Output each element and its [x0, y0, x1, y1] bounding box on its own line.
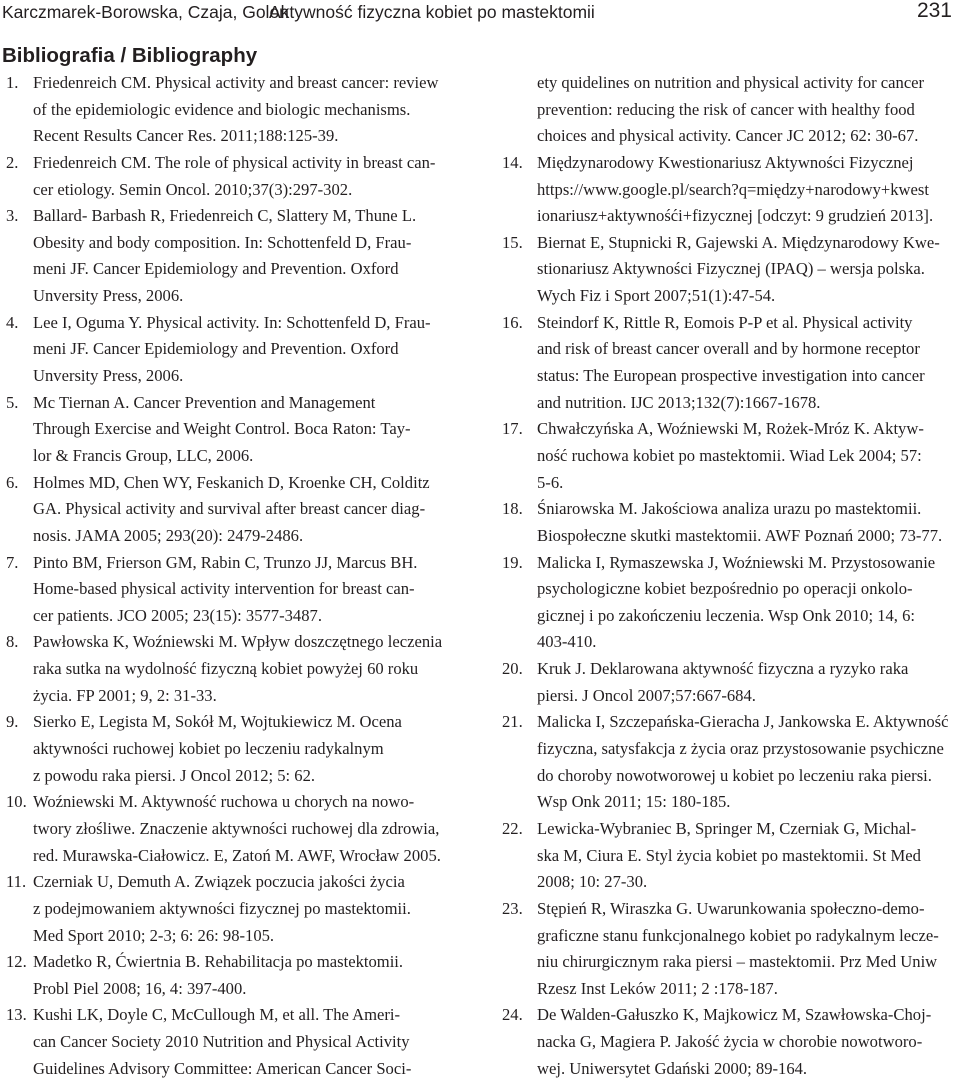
- reference-line: [6, 869, 454, 896]
- reference-line: [6, 443, 454, 470]
- reference-line: [6, 843, 454, 870]
- reference-text: życia. FP 2001; 9, 2: 31-33.: [33, 685, 217, 705]
- reference-text: Probl Piel 2008; 16, 4: 397-400.: [33, 978, 247, 998]
- reference-line: [502, 763, 956, 790]
- reference-text: 5-6.: [537, 472, 564, 492]
- reference-text: of the epidemiologic evidence and biologic mechanisms.: [33, 99, 411, 119]
- reference-number: 22.: [502, 818, 523, 838]
- reference-text: Chwałczyńska A, Woźniewski M, Rożek-Mróz K. Aktyw-: [537, 419, 924, 439]
- reference-text: gicznej i po zakończeniu leczenia. Wsp Onk 2010; 14, 6:: [537, 605, 916, 625]
- reference-line: [6, 763, 454, 790]
- reference-text: fizyczna, satysfakcja z życia oraz przystosowanie psychiczne: [537, 739, 944, 759]
- reference-line: [6, 336, 454, 363]
- reference-line: [502, 390, 956, 417]
- reference-line: [6, 283, 454, 310]
- reference-entry: [6, 470, 454, 550]
- reference-number: 6.: [6, 472, 19, 492]
- reference-line: [502, 576, 956, 603]
- reference-line: [502, 869, 956, 896]
- reference-line: [502, 230, 956, 257]
- reference-line: [6, 496, 454, 523]
- reference-number: 23.: [502, 898, 523, 918]
- reference-line: [6, 416, 454, 443]
- reference-line: [6, 550, 454, 577]
- reference-text: z powodu raka piersi. J Oncol 2012; 5: 62.: [33, 765, 316, 785]
- reference-entry: [6, 203, 454, 310]
- reference-text: psychologiczne kobiet bezpośrednio po operacji onkolo-: [537, 579, 913, 599]
- references-left-column: [6, 70, 454, 1082]
- reference-text: Unversity Press, 2006.: [33, 286, 184, 306]
- reference-line: [502, 1002, 956, 1029]
- reference-entry: [502, 816, 956, 896]
- reference-text: ety quidelines on nutrition and physical activity for cancer: [537, 73, 925, 92]
- reference-line: [6, 603, 454, 630]
- reference-line: [6, 523, 454, 550]
- reference-line: [6, 683, 454, 710]
- reference-number: 9.: [6, 712, 19, 732]
- reference-text: status: The European prospective investigation into cancer: [537, 366, 925, 386]
- reference-text: Recent Results Cancer Res. 2011;188:125-39.: [33, 126, 339, 146]
- reference-number: 3.: [6, 206, 19, 226]
- reference-text: niu chirurgicznym raka piersi – mastektomii. Prz Med Uniw: [537, 952, 938, 972]
- reference-text: Friedenreich CM. The role of physical activity in breast can-: [33, 152, 436, 172]
- reference-text: and nutrition. IJC 2013;132(7):1667-1678.: [537, 392, 821, 412]
- reference-line: [6, 203, 454, 230]
- reference-line: [502, 683, 956, 710]
- reference-line: [502, 949, 956, 976]
- reference-text: meni JF. Cancer Epidemiology and Prevention. Oxford: [33, 339, 399, 359]
- reference-text: can Cancer Society 2010 Nutrition and Physical Activity: [33, 1032, 410, 1052]
- reference-line: [502, 603, 956, 630]
- reference-text: prevention: reducing the risk of cancer with healthy food: [537, 99, 915, 119]
- reference-text: Biospołeczne skutki mastektomii. AWF Poznań 2000; 73-77.: [537, 525, 943, 545]
- reference-line: [502, 789, 956, 816]
- reference-text: Malicka I, Rymaszewska J, Woźniewski M. Przystosowanie: [537, 552, 936, 572]
- reference-entry: [502, 496, 956, 549]
- reference-text: Pawłowska K, Woźniewski M. Wpływ doszczętnego leczenia: [33, 632, 443, 652]
- reference-text: Śniarowska M. Jakościowa analiza urazu po mastektomii.: [537, 499, 922, 519]
- reference-text: https://www.google.pl/search?q=między+narodowy+kwest: [537, 179, 929, 199]
- reference-line: [6, 949, 454, 976]
- reference-line: [6, 1029, 454, 1056]
- reference-line: [502, 363, 956, 390]
- references-right-column: [502, 70, 956, 1082]
- reference-line: [502, 336, 956, 363]
- reference-text: lor & Francis Group, LLC, 2006.: [33, 445, 254, 465]
- reference-text: aktywności ruchowej kobiet po leczeniu radykalnym: [33, 739, 384, 759]
- reference-line: [6, 709, 454, 736]
- reference-text: choices and physical activity. Cancer JC 2012; 62: 30-67.: [537, 126, 919, 146]
- reference-text: piersi. J Oncol 2007;57:667-684.: [537, 685, 756, 705]
- reference-text: Międzynarodowy Kwestionariusz Aktywności Fizycznej: [537, 152, 914, 172]
- reference-text: nacka G, Magiera P. Jakość życia w chorobie nowotworo-: [537, 1032, 923, 1052]
- reference-line: [6, 150, 454, 177]
- reference-entry: [6, 869, 454, 949]
- reference-line: [6, 70, 454, 97]
- reference-text: Stępień R, Wiraszka G. Uwarunkowania społeczno-demo-: [537, 898, 925, 918]
- reference-text: Mc Tiernan A. Cancer Prevention and Management: [33, 392, 376, 412]
- reference-text: Obesity and body composition. In: Schottenfeld D, Frau-: [33, 232, 412, 252]
- reference-line: [502, 896, 956, 923]
- reference-text: stionariusz Aktywności Fizycznej (IPAQ) – wersja polska.: [537, 259, 925, 279]
- reference-line: [502, 550, 956, 577]
- reference-text: and risk of breast cancer overall and by hormone receptor: [537, 339, 920, 359]
- reference-text: Unversity Press, 2006.: [33, 366, 184, 386]
- reference-number: 4.: [6, 312, 19, 332]
- reference-number: 1.: [6, 73, 19, 92]
- reference-line: [6, 629, 454, 656]
- reference-entry: [6, 390, 454, 470]
- reference-text: Woźniewski M. Aktywność ruchowa u chorych na nowo-: [33, 792, 415, 812]
- reference-text: Malicka I, Szczepańska-Gieracha J, Jankowska E. Aktywność: [537, 712, 949, 732]
- reference-text: raka sutka na wydolność fizyczną kobiet powyżej 60 roku: [33, 659, 419, 679]
- reference-line: [502, 816, 956, 843]
- page-number: 231: [916, 0, 952, 22]
- reference-line: [502, 843, 956, 870]
- reference-entry: [502, 150, 956, 230]
- reference-line: [502, 70, 956, 97]
- reference-number: 24.: [502, 1005, 523, 1025]
- reference-number: 5.: [6, 392, 19, 412]
- reference-line: [502, 310, 956, 337]
- reference-line: [6, 97, 454, 124]
- reference-text: Kruk J. Deklarowana aktywność fizyczna a ryzyko raka: [537, 659, 909, 679]
- reference-number: 11.: [6, 872, 27, 892]
- reference-text: nosis. JAMA 2005; 293(20): 2479-2486.: [33, 525, 304, 545]
- reference-entry: [6, 709, 454, 789]
- reference-line: [6, 310, 454, 337]
- reference-entry: [6, 629, 454, 709]
- reference-text: Rzesz Inst Leków 2011; 2 :178-187.: [537, 978, 778, 998]
- reference-entry: [502, 656, 956, 709]
- reference-entry: [502, 896, 956, 1003]
- reference-line: [502, 629, 956, 656]
- reference-text: Ballard- Barbash R, Friedenreich C, Slattery M, Thune L.: [33, 206, 417, 226]
- reference-line: [502, 283, 956, 310]
- reference-text: Through Exercise and Weight Control. Boca Raton: Tay-: [33, 419, 411, 439]
- reference-entry: [6, 310, 454, 390]
- reference-line: [502, 976, 956, 1003]
- reference-text: De Walden-Gałuszko K, Majkowicz M, Szawłowska-Choj-: [537, 1005, 932, 1025]
- reference-entry: [502, 1002, 956, 1082]
- reference-entry: [6, 150, 454, 203]
- reference-number: 12.: [6, 952, 27, 972]
- reference-number: 17.: [502, 419, 523, 439]
- reference-text: Lee I, Oguma Y. Physical activity. In: Schottenfeld D, Frau-: [33, 312, 431, 332]
- header-article-title: Aktywność fizyczna kobiet po mastektomii: [269, 2, 595, 22]
- reference-number: 14.: [502, 152, 523, 172]
- reference-line: [502, 177, 956, 204]
- reference-line: [502, 709, 956, 736]
- reference-text: ska M, Ciura E. Styl życia kobiet po mastektomii. St Med: [537, 845, 921, 865]
- reference-text: 2008; 10: 27-30.: [537, 872, 648, 892]
- reference-text: Holmes MD, Chen WY, Feskanich D, Kroenke CH, Colditz: [33, 472, 430, 492]
- bibliography-heading: Bibliografia / Bibliography: [2, 44, 258, 67]
- reference-entry: [6, 70, 454, 150]
- reference-line: [6, 923, 454, 950]
- reference-text: Czerniak U, Demuth A. Związek poczucia jakości życia: [33, 872, 405, 892]
- reference-text: wej. Uniwersytet Gdański 2000; 89-164.: [537, 1058, 808, 1078]
- reference-number: 16.: [502, 312, 523, 332]
- reference-number: 20.: [502, 659, 523, 679]
- reference-line: [502, 496, 956, 523]
- reference-line: [502, 443, 956, 470]
- reference-line: [6, 230, 454, 257]
- reference-line: [502, 923, 956, 950]
- reference-entry: [502, 310, 956, 417]
- reference-line: [502, 1056, 956, 1082]
- reference-line: [6, 123, 454, 150]
- reference-text: meni JF. Cancer Epidemiology and Prevention. Oxford: [33, 259, 399, 279]
- reference-text: GA. Physical activity and survival after breast cancer diag-: [33, 499, 426, 519]
- reference-entry: [502, 550, 956, 657]
- reference-line: [6, 390, 454, 417]
- reference-number: 15.: [502, 232, 523, 252]
- reference-entry: [502, 416, 956, 496]
- reference-number: 10.: [6, 792, 27, 812]
- reference-text: Biernat E, Stupnicki R, Gajewski A. Międzynarodowy Kwe-: [537, 232, 940, 252]
- reference-line: [502, 656, 956, 683]
- reference-line: [6, 816, 454, 843]
- reference-text: ność ruchowa kobiet po mastektomii. Wiad Lek 2004; 57:: [537, 445, 922, 465]
- reference-line: [502, 123, 956, 150]
- reference-text: twory złośliwe. Znaczenie aktywności ruchowej dla zdrowia,: [33, 818, 440, 838]
- reference-text: cer patients. JCO 2005; 23(15): 3577-3487.: [33, 605, 322, 625]
- reference-line: [6, 736, 454, 763]
- reference-text: Sierko E, Legista M, Sokół M, Wojtukiewicz M. Ocena: [33, 712, 402, 732]
- reference-entry: [6, 550, 454, 630]
- reference-entry: [6, 789, 454, 869]
- reference-line: [6, 976, 454, 1003]
- reference-text: Home-based physical activity intervention for breast can-: [33, 579, 415, 599]
- reference-line: [502, 416, 956, 443]
- reference-number: 2.: [6, 152, 19, 172]
- reference-number: 21.: [502, 712, 523, 732]
- reference-line: [502, 256, 956, 283]
- reference-text: Kushi LK, Doyle C, McCullough M, et all. The Ameri-: [33, 1005, 401, 1025]
- reference-text: Wych Fiz i Sport 2007;51(1):47-54.: [537, 286, 776, 306]
- reference-line: [502, 150, 956, 177]
- running-header: [0, 0, 960, 30]
- reference-line: [6, 576, 454, 603]
- reference-text: Friedenreich CM. Physical activity and breast cancer: review: [33, 73, 439, 92]
- reference-line: [6, 256, 454, 283]
- reference-number: 18.: [502, 499, 523, 519]
- reference-text: Lewicka-Wybraniec B, Springer M, Czerniak G, Michal-: [537, 818, 917, 838]
- reference-line: [6, 896, 454, 923]
- reference-text: red. Murawska-Ciałowicz. E, Zatoń M. AWF, Wrocław 2005.: [33, 845, 441, 865]
- reference-text: Steindorf K, Rittle R, Eomois P-P et al. Physical activity: [537, 312, 913, 332]
- reference-line: [6, 177, 454, 204]
- reference-text: graficzne stanu funkcjonalnego kobiet po radykalnym lecze-: [537, 925, 939, 945]
- reference-line: [502, 736, 956, 763]
- reference-entry: [502, 709, 956, 816]
- reference-entry: [502, 70, 956, 150]
- reference-number: 8.: [6, 632, 19, 652]
- reference-entry: [502, 230, 956, 310]
- reference-line: [6, 363, 454, 390]
- reference-text: do choroby nowotworowej u kobiet po leczeniu raka piersi.: [537, 765, 932, 785]
- reference-line: [6, 1002, 454, 1029]
- reference-number: 7.: [6, 552, 19, 572]
- reference-text: Pinto BM, Frierson GM, Rabin C, Trunzo JJ, Marcus BH.: [33, 552, 418, 572]
- reference-number: 19.: [502, 552, 523, 572]
- reference-line: [502, 523, 956, 550]
- reference-line: [502, 1029, 956, 1056]
- reference-text: Madetko R, Ćwiertnia B. Rehabilitacja po mastektomii.: [33, 952, 404, 972]
- reference-line: [502, 203, 956, 230]
- reference-text: Med Sport 2010; 2-3; 6: 26: 98-105.: [33, 925, 275, 945]
- reference-text: Wsp Onk 2011; 15: 180-185.: [537, 792, 731, 812]
- reference-line: [6, 470, 454, 497]
- reference-number: 13.: [6, 1005, 27, 1025]
- reference-line: [6, 789, 454, 816]
- reference-text: z podejmowaniem aktywności fizycznej po mastektomii.: [33, 898, 411, 918]
- reference-line: [6, 1056, 454, 1082]
- reference-text: 403-410.: [537, 632, 597, 652]
- reference-text: Guidelines Advisory Committee: American Cancer Soci-: [33, 1058, 412, 1078]
- reference-text: ionariusz+aktywnośći+fizycznej [odczyt: 9 grudzień 2013].: [537, 206, 934, 226]
- reference-entry: [6, 1002, 454, 1082]
- reference-text: cer etiology. Semin Oncol. 2010;37(3):297-302.: [33, 179, 353, 199]
- reference-line: [6, 656, 454, 683]
- reference-line: [502, 97, 956, 124]
- reference-entry: [6, 949, 454, 1002]
- header-authors: Karczmarek-Borowska, Czaja, Golon: [2, 2, 289, 22]
- reference-line: [502, 470, 956, 497]
